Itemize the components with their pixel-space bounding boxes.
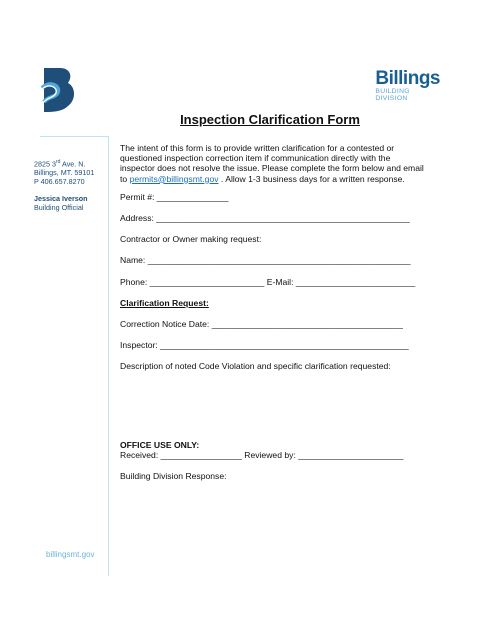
official-name: Jessica Iverson (34, 194, 88, 203)
page-title: Inspection Clarification Form (180, 112, 360, 127)
correction-date-field[interactable]: Correction Notice Date: ________________________________________ (120, 319, 403, 330)
form-body (120, 143, 426, 492)
description-label: Description of noted Code Violation and specific clarification requested: (120, 361, 391, 372)
intro-paragraph (120, 143, 426, 184)
permit-field[interactable]: Permit #: _______________ (120, 191, 229, 202)
sidebar-top-divider (40, 136, 108, 137)
address-ordinal: rd (55, 159, 61, 165)
official-block (34, 194, 88, 212)
official-title: Building Official (34, 203, 84, 212)
office-use-heading: OFFICE USE ONLY: (120, 439, 200, 450)
brand-line1: BUILDING (375, 88, 410, 95)
intro-text-a: The intent of this form is to provide written clarification for a contested or questioned inspection correction item if communication directly with the inspector does not resolve the issue. Please complete the form below and email to (120, 143, 424, 184)
brand-logo (375, 70, 440, 102)
email-link[interactable]: permits@billingsmt.gov (129, 173, 219, 184)
name-field[interactable]: Name: _______________________________________________________ (120, 255, 411, 266)
address-city: Billings, MT. 59101 (34, 168, 95, 178)
website-link[interactable]: billingsmt.gov (46, 550, 95, 559)
response-label: Building Division Response: (120, 471, 227, 482)
city-logo-icon (40, 66, 78, 114)
address-block (34, 158, 94, 186)
brand-name: Billings (375, 68, 440, 89)
address-street-suffix: Ave. N. (60, 159, 86, 169)
address-street: 2825 3 (34, 159, 56, 169)
inspector-field[interactable]: Inspector: ____________________________________________________ (120, 340, 409, 351)
brand-line2: DIVISION (375, 95, 408, 102)
phone-email-field[interactable]: Phone: ________________________ E-Mail: _________________________ (120, 276, 416, 287)
intro-text-b: . Allow 1-3 business days for a written response. (218, 173, 405, 184)
address-field[interactable]: Address: _____________________________________________________ (120, 213, 410, 224)
sidebar-vertical-divider (108, 136, 109, 576)
phone-prefix: P (34, 177, 39, 187)
received-field[interactable]: Received: _________________ Reviewed by: ______________________ (120, 449, 404, 460)
phone-number: 406.657.8270 (40, 177, 85, 187)
contractor-label: Contractor or Owner making request: (120, 234, 262, 245)
clarification-heading: Clarification Request: (120, 297, 209, 308)
